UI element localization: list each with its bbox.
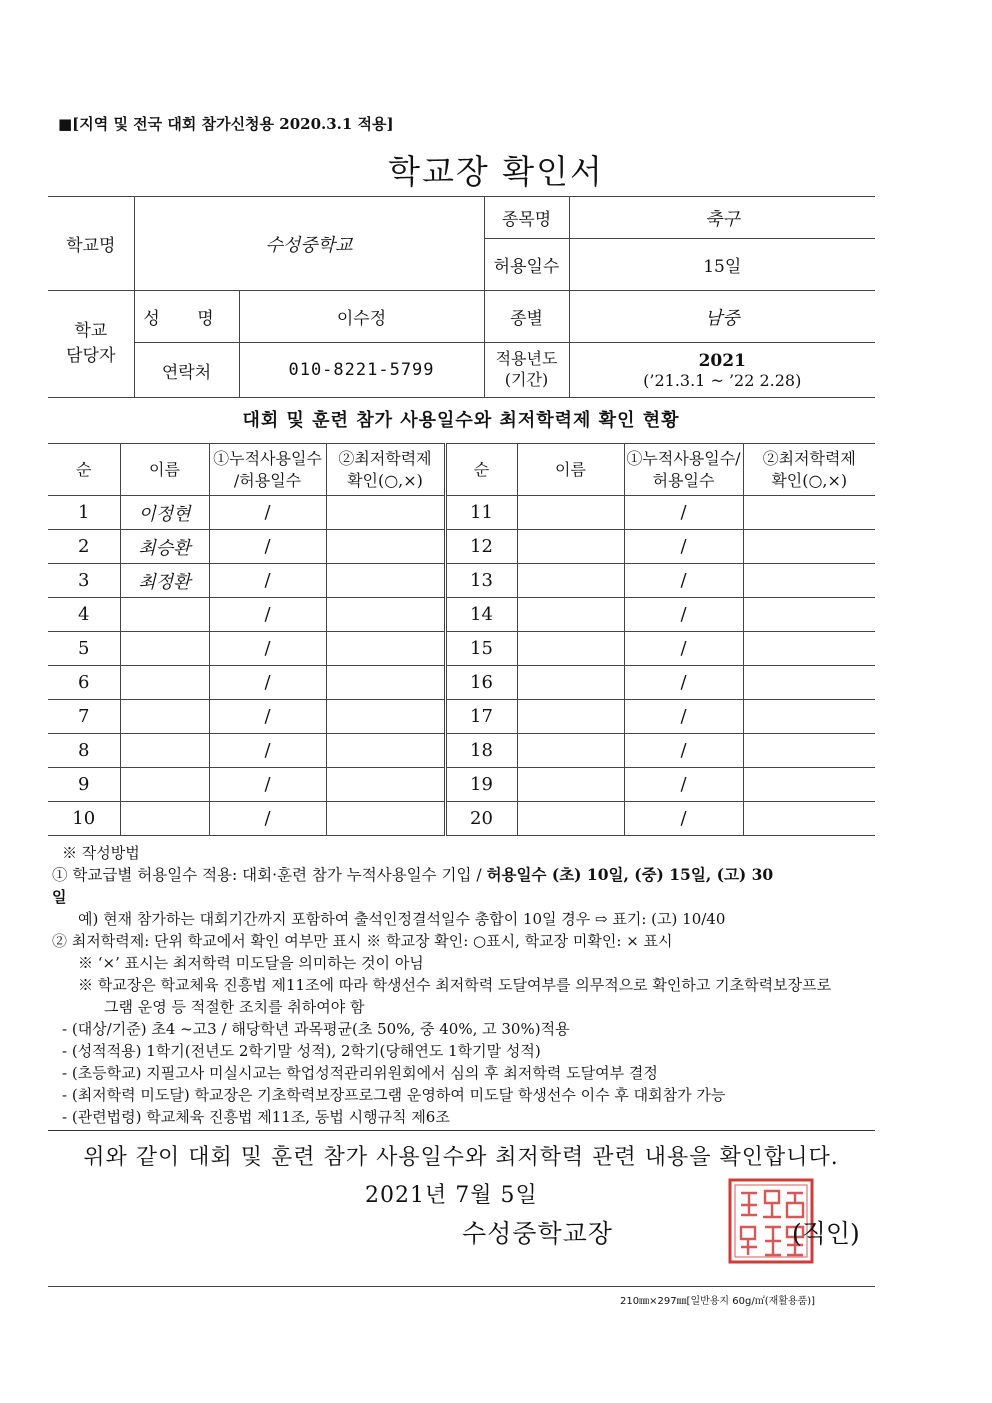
min-cell (326, 700, 445, 734)
school-label: 학교명 (48, 197, 134, 291)
document-title: 학교장 확인서 (388, 152, 604, 191)
min-cell (743, 768, 875, 802)
notes-heading: ※ 작성방법 (62, 844, 140, 862)
detail-4: - (최저학력 미도달) 학교장은 기초학력보장프로그램 운영하여 미도달 학생선수 이수 후 대회참가 가능 (62, 1086, 726, 1104)
header-name: 이름 (517, 444, 624, 496)
student-name: 최승환 (120, 530, 209, 564)
header-min: ②최저학력제 확인(○,×) (326, 444, 445, 496)
row-number: 8 (48, 734, 120, 768)
student-name (517, 734, 624, 768)
student-name (120, 632, 209, 666)
detail-1: - (대상/기준) 초4 ~고3 / 해당학년 과목평균(초 50%, 중 40%, 고 30%)적용 (62, 1020, 570, 1038)
min-cell (326, 768, 445, 802)
row-number: 4 (48, 598, 120, 632)
table-row (48, 598, 875, 632)
min-cell (326, 598, 445, 632)
confirm-date: 2021년 7월 5일 (365, 1183, 538, 1208)
table-row (48, 768, 875, 802)
student-name (517, 802, 624, 836)
days-cell: / (624, 700, 743, 734)
table-row (48, 632, 875, 666)
category-value: 남중 (569, 291, 875, 343)
student-name (120, 700, 209, 734)
note-2: ② 최저학력제: 단위 학교에서 확인 여부만 표시 ※ 학교장 확인: ○표시, 학교장 미확인: × 표시 (52, 932, 673, 950)
header-min: ②최저학력제 확인(○,×) (743, 444, 875, 496)
note-1-tail: 일 (52, 888, 67, 906)
row-number: 18 (445, 734, 517, 768)
sport-value: 축구 (569, 197, 875, 239)
form-header-note: ■[지역 및 전국 대회 참가신청용 2020.3.1 적용] (58, 115, 394, 133)
contact-label: 연락처 (134, 343, 239, 398)
row-number: 11 (445, 496, 517, 530)
student-name (517, 700, 624, 734)
min-cell (743, 734, 875, 768)
min-cell (743, 700, 875, 734)
days-cell: / (209, 734, 326, 768)
table-row (48, 564, 875, 598)
min-cell (326, 666, 445, 700)
period-value: (’21.3.1 ~ ’22 2.28) (643, 370, 802, 390)
days-cell: / (209, 700, 326, 734)
student-name (120, 802, 209, 836)
table-row (48, 700, 875, 734)
days-cell: / (624, 598, 743, 632)
detail-5: - (관련법령) 학교체육 진흥법 제11조, 동법 시행규칙 제6조 (62, 1108, 450, 1126)
principal-name: 수성중학교장 (462, 1219, 613, 1248)
days-cell: / (209, 666, 326, 700)
days-cell: / (624, 530, 743, 564)
note-2a: ※ ‘×’ 표시는 최저학력 미도달을 의미하는 것이 아님 (78, 954, 424, 972)
note-1: ① 학교급별 허용일수 적용: 대회·훈련 참가 누적사용일수 기입 / (52, 866, 487, 884)
row-number: 3 (48, 564, 120, 598)
min-cell (326, 802, 445, 836)
student-name (517, 768, 624, 802)
min-cell (743, 598, 875, 632)
days-cell: / (209, 802, 326, 836)
days-cell: / (209, 496, 326, 530)
days-cell: / (624, 632, 743, 666)
note-1-bold: 허용일수 (초) 10일, (중) 15일, (고) 30 (486, 865, 774, 884)
header-name: 이름 (120, 444, 209, 496)
days-cell: / (209, 530, 326, 564)
days-cell: / (209, 768, 326, 802)
row-number: 5 (48, 632, 120, 666)
category-label: 종별 (484, 291, 569, 343)
days-cell: / (624, 802, 743, 836)
student-name (517, 564, 624, 598)
name-value: 이수정 (239, 291, 484, 343)
table-row (48, 530, 875, 564)
year-value: 2021 (698, 350, 746, 371)
allowed-days-label: 허용일수 (484, 239, 569, 291)
detail-2: - (성적적용) 1학기(전년도 2학기말 성적), 2학기(당해연도 1학기말 성적) (62, 1042, 541, 1060)
days-cell: / (624, 734, 743, 768)
section-title: 대회 및 훈련 참가 사용일수와 최저학력제 확인 현황 (242, 410, 680, 431)
paper-spec-note: 210㎜×297㎜[일반용지 60g/㎡(재활용품)] (620, 1296, 816, 1307)
student-name (517, 666, 624, 700)
row-number: 16 (445, 666, 517, 700)
table-row (48, 802, 875, 836)
seal-label: (직인) (792, 1219, 860, 1248)
student-name: 이정현 (120, 496, 209, 530)
year-label: 적용년도 (기간) (484, 343, 569, 398)
min-cell (326, 564, 445, 598)
min-cell (326, 734, 445, 768)
row-number: 19 (445, 768, 517, 802)
allowed-days-value: 15일 (569, 239, 875, 291)
row-number: 10 (48, 802, 120, 836)
days-cell: / (624, 666, 743, 700)
manager-label: 학교 담당자 (48, 291, 134, 398)
name-label: 성 명 (134, 291, 239, 343)
student-name (517, 496, 624, 530)
student-name (120, 598, 209, 632)
student-name (517, 632, 624, 666)
table-row (48, 666, 875, 700)
usage-table-header (48, 444, 875, 496)
days-cell: / (209, 598, 326, 632)
row-number: 12 (445, 530, 517, 564)
min-cell (743, 802, 875, 836)
min-cell (743, 496, 875, 530)
student-name (120, 734, 209, 768)
min-cell (326, 496, 445, 530)
row-number: 6 (48, 666, 120, 700)
year-cell (569, 343, 875, 398)
row-number: 13 (445, 564, 517, 598)
header-no: 순 (48, 444, 120, 496)
days-cell: / (624, 564, 743, 598)
min-cell (743, 666, 875, 700)
header-days: ①누적사용일수/ 허용일수 (624, 444, 743, 496)
row-number: 20 (445, 802, 517, 836)
contact-value: 010-8221-5799 (239, 343, 484, 398)
student-name: 최정환 (120, 564, 209, 598)
header-no: 순 (445, 444, 517, 496)
note-2c: 그램 운영 등 적절한 조치를 취하여야 함 (104, 998, 365, 1016)
divider (48, 1130, 875, 1131)
row-number: 2 (48, 530, 120, 564)
note-2b: ※ 학교장은 학교체육 진흥법 제11조에 따라 학생선수 최저학력 도달여부를 의무적으로 확인하고 기초학력보장프로 (78, 976, 832, 994)
table-row (48, 496, 875, 530)
note-1-example: 예) 현재 참가하는 대회기간까지 포함하여 출석인정결석일수 총합이 10일 경우 ⇨ 표기: (고) 10/40 (78, 910, 726, 928)
usage-table (48, 443, 875, 836)
table-row (48, 734, 875, 768)
days-cell: / (209, 632, 326, 666)
header-days: ①누적사용일수 /허용일수 (209, 444, 326, 496)
footer-divider (48, 1286, 875, 1287)
min-cell (326, 530, 445, 564)
student-name (120, 768, 209, 802)
days-cell: / (624, 496, 743, 530)
row-number: 14 (445, 598, 517, 632)
student-name (517, 530, 624, 564)
min-cell (743, 530, 875, 564)
days-cell: / (209, 564, 326, 598)
sport-label: 종목명 (484, 197, 569, 239)
min-cell (326, 632, 445, 666)
row-number: 15 (445, 632, 517, 666)
instructions (52, 842, 882, 1128)
row-number: 17 (445, 700, 517, 734)
info-table (48, 196, 875, 398)
confirm-statement: 위와 같이 대회 및 훈련 참가 사용일수와 최저학력 관련 내용을 확인합니다. (83, 1145, 839, 1170)
student-name (120, 666, 209, 700)
min-cell (743, 564, 875, 598)
school-value: 수성중학교 (134, 197, 484, 291)
row-number: 7 (48, 700, 120, 734)
detail-3: - (초등학교) 지필고사 미실시교는 학업성적관리위원회에서 심의 후 최저학력 도달여부 결정 (62, 1064, 658, 1082)
row-number: 9 (48, 768, 120, 802)
min-cell (743, 632, 875, 666)
student-name (517, 598, 624, 632)
days-cell: / (624, 768, 743, 802)
row-number: 1 (48, 496, 120, 530)
